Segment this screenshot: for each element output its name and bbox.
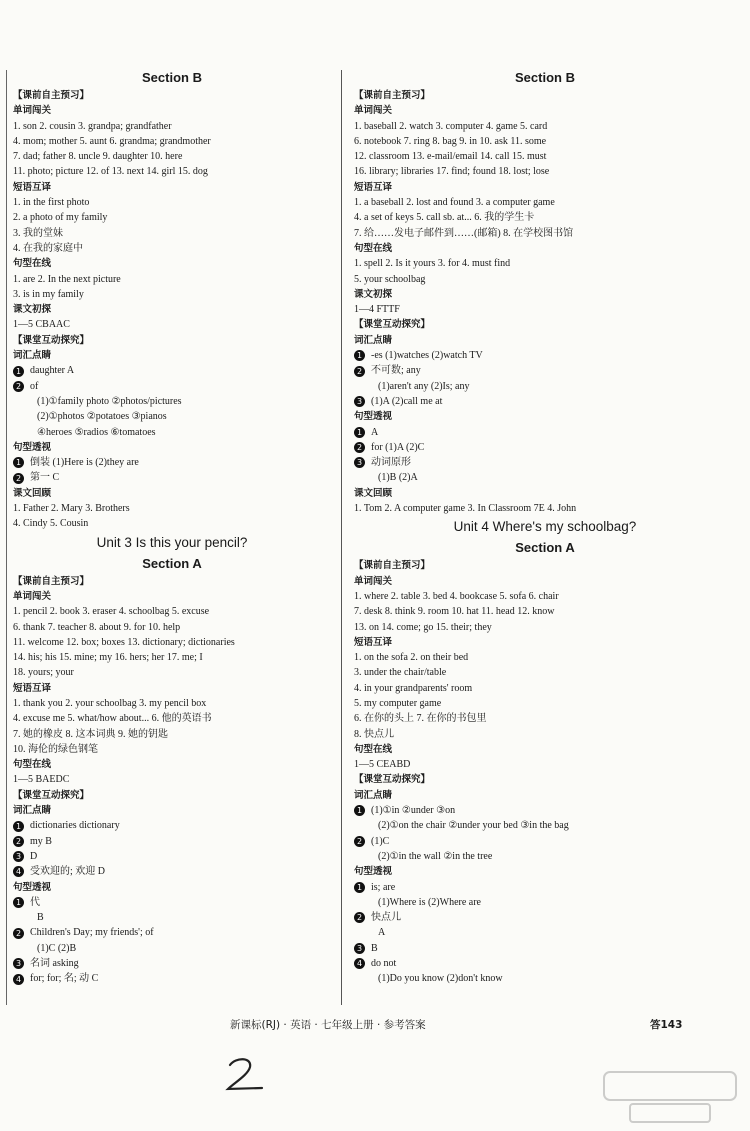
answer-text: 倒装 (1)Here is (2)they are — [30, 457, 139, 469]
answer-subline: (1)aren't any (2)Is; any — [378, 380, 470, 392]
subsection-label: 词汇点睛 — [354, 789, 393, 801]
answer-line: 4. a set of keys 5. call sb. at... 6. 我的学生卡 — [354, 212, 535, 224]
subsection-label: 句型透视 — [354, 866, 393, 878]
numbered-answer — [13, 834, 331, 849]
section-heading: Section B — [142, 70, 202, 85]
answer-text: 代 — [30, 896, 40, 908]
answer-line: 7. 给……发电子邮件到……(邮箱) 8. 在学校图书馆 — [354, 227, 574, 239]
numbered-answer — [354, 348, 736, 363]
subsection-label: 【课堂互动探究】 — [13, 789, 90, 801]
circled-number-icon: 4 — [354, 958, 365, 969]
subsection-label: 课文回顾 — [13, 487, 52, 499]
subsection-label: 短语互译 — [13, 682, 52, 694]
answer-line: 2. a photo of my family — [13, 212, 108, 224]
answer-text: 动词原形 — [371, 457, 411, 469]
answer-line: 1. where 2. table 3. bed 4. bookcase 5. sofa 6. chair — [354, 590, 559, 602]
answer-text: 第一 C — [30, 472, 60, 484]
subsection-label: 【课前自主预习】 — [354, 90, 431, 101]
circled-number-icon: 2 — [354, 836, 365, 847]
subsection-label: 课文初探 — [13, 304, 52, 316]
answer-text: dictionaries dictionary — [30, 820, 120, 832]
circled-number-icon: 2 — [13, 836, 24, 847]
circled-number-icon: 1 — [13, 457, 24, 468]
answer-text: B — [371, 942, 378, 954]
numbered-answer — [354, 394, 736, 409]
answer-line: 3. 我的堂妹 — [13, 227, 63, 239]
answer-line: 6. notebook 7. ring 8. bag 9. in 10. ask 11. some — [354, 135, 547, 147]
answer-line: 5. my computer game — [354, 697, 442, 709]
subsection-label: 词汇点睛 — [13, 805, 52, 817]
answer-line: 1. on the sofa 2. on their bed — [354, 652, 469, 664]
circled-number-icon: 2 — [13, 928, 24, 939]
circled-number-icon: 1 — [354, 427, 365, 438]
subsection-label: 单词闯关 — [354, 575, 393, 587]
numbered-answer — [354, 425, 736, 440]
answer-subline: ④heroes ⑤radios ⑥tomatoes — [37, 426, 156, 438]
numbered-answer — [13, 455, 331, 470]
answer-line: 7. desk 8. think 9. room 10. hat 11. head 12. know — [354, 606, 555, 618]
answer-line: 11. welcome 12. box; boxes 13. dictionary; dictionaries — [13, 636, 235, 648]
answer-line: 4. excuse me 5. what/how about... 6. 他的英语书 — [13, 713, 212, 725]
answer-line: 7. 她的橡皮 8. 这本词典 9. 她的钥匙 — [13, 728, 168, 740]
answer-text: daughter A — [30, 365, 75, 377]
circled-number-icon: 1 — [13, 366, 24, 377]
answer-text: of — [30, 380, 39, 392]
circled-number-icon: 3 — [354, 943, 365, 954]
answer-line: 5. your schoolbag — [354, 273, 426, 285]
subsection-label: 句型透视 — [354, 411, 393, 423]
answer-line: 3. under the chair/table — [354, 667, 447, 679]
subsection-label: 单词闯关 — [13, 105, 52, 117]
answer-text: 不可数; any — [371, 365, 421, 377]
watermark-logo — [600, 1068, 740, 1128]
circled-number-icon: 4 — [13, 866, 24, 877]
left-column — [13, 68, 331, 987]
numbered-answer — [354, 941, 736, 956]
answer-line: 6. thank 7. teacher 8. about 9. for 10. help — [13, 621, 181, 633]
column-divider — [341, 70, 342, 1005]
subsection-label: 【课前自主预习】 — [13, 90, 90, 101]
footer-book-title: 新课标(RJ) · 英语 · 七年级上册 · 参考答案 — [230, 1019, 426, 1031]
subsection-label: 词汇点睛 — [13, 350, 52, 362]
numbered-answer — [354, 363, 736, 378]
answer-subline: (1)B (2)A — [378, 472, 418, 484]
answer-line: 1. son 2. cousin 3. grandpa; grandfather — [13, 120, 172, 132]
answer-line: 7. dad; father 8. uncle 9. daughter 10. here — [13, 151, 183, 163]
numbered-answer — [354, 880, 736, 895]
answer-subline: B — [37, 912, 44, 924]
page-footer — [0, 1017, 750, 1033]
subsection-label: 单词闯关 — [354, 105, 393, 117]
circled-number-icon: 4 — [13, 974, 24, 985]
answer-text: D — [30, 850, 38, 862]
numbered-answer — [354, 440, 736, 455]
numbered-answer — [13, 956, 331, 971]
subsection-label: 句型在线 — [354, 743, 393, 755]
numbered-answer — [13, 971, 331, 986]
numbered-answer — [354, 956, 736, 971]
subsection-label: 【课堂互动探究】 — [13, 334, 90, 346]
answer-subline: (1)C (2)B — [37, 942, 77, 954]
numbered-answer — [13, 470, 331, 485]
answer-text: -es (1)watches (2)watch TV — [371, 350, 483, 362]
answer-text: Children's Day; my friends'; of — [30, 927, 154, 939]
circled-number-icon: 1 — [354, 805, 365, 816]
subsection-label: 课文回顾 — [354, 487, 393, 499]
subsection-label: 短语互译 — [354, 181, 393, 193]
circled-number-icon: 2 — [13, 473, 24, 484]
answer-subline: (1)Do you know (2)don't know — [378, 973, 503, 985]
answer-text: (1)①in ②under ③on — [371, 805, 456, 817]
answer-line: 1. Father 2. Mary 3. Brothers — [13, 503, 130, 515]
numbered-answer — [354, 803, 736, 818]
subsection-label: 句型透视 — [13, 881, 52, 893]
section-heading: Section A — [515, 540, 575, 556]
answer-line: 1—5 CEABD — [354, 759, 411, 771]
answer-text: (1)C — [371, 835, 390, 847]
answer-line: 1. baseball 2. watch 3. computer 4. game 5. card — [354, 120, 548, 132]
subsection-label: 句型在线 — [354, 242, 393, 254]
footer-page-number: 答143 — [650, 1019, 683, 1031]
circled-number-icon: 3 — [13, 958, 24, 969]
handwritten-two-mark — [222, 1055, 272, 1095]
answer-text: 快点儿 — [371, 912, 401, 924]
answer-line: 14. his; his 15. mine; my 16. hers; her 17. me; I — [13, 652, 203, 664]
answer-text: for; for; 名; 动 C — [30, 973, 99, 985]
circled-number-icon: 2 — [354, 442, 365, 453]
answer-line: 8. 快点儿 — [354, 728, 394, 740]
circled-number-icon: 3 — [13, 851, 24, 862]
answer-text: for (1)A (2)C — [371, 441, 425, 453]
answer-subline: (1)①family photo ②photos/pictures — [37, 395, 182, 407]
subsection-label: 单词闯关 — [13, 590, 52, 602]
circled-number-icon: 3 — [354, 396, 365, 407]
subsection-label: 词汇点睛 — [354, 334, 393, 346]
numbered-answer — [13, 818, 331, 833]
numbered-answer — [13, 363, 331, 378]
answer-text: (1)A (2)call me at — [371, 395, 443, 407]
subsection-label: 句型透视 — [13, 441, 52, 453]
answer-line: 4. mom; mother 5. aunt 6. grandma; grandmother — [13, 135, 211, 147]
answer-subline: (2)①in the wall ②in the tree — [378, 850, 493, 862]
numbered-answer — [13, 849, 331, 864]
answer-line: 1. spell 2. Is it yours 3. for 4. must find — [354, 258, 511, 270]
answer-subline: (2)①photos ②potatoes ③pianos — [37, 411, 167, 423]
section-heading: Section A — [142, 555, 202, 571]
subsection-label: 课文初探 — [354, 288, 393, 300]
section-heading: Section B — [515, 70, 575, 85]
answer-line: 1. pencil 2. book 3. eraser 4. schoolbag 5. excuse — [13, 606, 210, 618]
numbered-answer — [354, 910, 736, 925]
numbered-answer — [13, 895, 331, 910]
unit-heading: Unit 3 Is this your pencil? — [96, 534, 248, 550]
answer-line: 12. classroom 13. e-mail/email 14. call 15. must — [354, 151, 547, 163]
answer-line: 13. on 14. come; go 15. their; they — [354, 621, 492, 633]
circled-number-icon: 2 — [354, 912, 365, 923]
answer-line: 4. Cindy 5. Cousin — [13, 518, 89, 530]
answer-line: 1—5 BAEDC — [13, 774, 70, 786]
subsection-label: 短语互译 — [13, 181, 52, 193]
answer-text: 受欢迎的; 欢迎 D — [30, 866, 105, 878]
circled-number-icon: 2 — [13, 381, 24, 392]
answer-text: do not — [371, 958, 397, 970]
unit-heading: Unit 4 Where's my schoolbag? — [453, 519, 637, 535]
circled-number-icon: 1 — [354, 350, 365, 361]
circled-number-icon: 1 — [13, 821, 24, 832]
answer-line: 6. 在你的头上 7. 在你的书包里 — [354, 713, 487, 725]
answer-text: A — [371, 426, 379, 438]
answer-line: 4. in your grandparents' room — [354, 682, 473, 694]
answer-subline: (1)Where is (2)Where are — [378, 896, 481, 908]
answer-line: 1. Tom 2. A computer game 3. In Classroom 7E 4. John — [354, 503, 577, 515]
subsection-label: 【课前自主预习】 — [13, 575, 90, 587]
answer-line: 18. yours; your — [13, 667, 74, 679]
answer-line: 1. thank you 2. your schoolbag 3. my pencil box — [13, 697, 207, 709]
subsection-label: 【课堂互动探究】 — [354, 774, 431, 786]
numbered-answer — [13, 925, 331, 940]
answer-line: 11. photo; picture 12. of 13. next 14. girl 15. dog — [13, 166, 208, 178]
circled-number-icon: 2 — [354, 366, 365, 377]
answer-line: 3. is in my family — [13, 288, 84, 300]
right-column — [354, 68, 736, 987]
answer-line: 1—5 CBAAC — [13, 319, 70, 331]
answer-subline: (2)①on the chair ②under your bed ③in the bag — [378, 820, 569, 832]
answer-text: is; are — [371, 881, 396, 893]
circled-number-icon: 3 — [354, 457, 365, 468]
subsection-label: 句型在线 — [13, 258, 52, 270]
subsection-label: 【课前自主预习】 — [354, 560, 431, 572]
answer-line: 16. library; libraries 17. find; found 18. lost; lose — [354, 166, 550, 178]
answer-line: 1. are 2. In the next picture — [13, 273, 121, 285]
numbered-answer — [13, 864, 331, 879]
subsection-label: 【课堂互动探究】 — [354, 319, 431, 331]
answer-line: 1. a baseball 2. lost and found 3. a computer game — [354, 197, 555, 209]
numbered-answer — [13, 379, 331, 394]
answer-subline: A — [378, 927, 386, 939]
answer-line: 1—4 FTTF — [354, 304, 400, 316]
answer-text: 名词 asking — [30, 958, 79, 970]
subsection-label: 短语互译 — [354, 636, 393, 648]
left-margin-rule — [6, 70, 7, 1005]
circled-number-icon: 1 — [354, 882, 365, 893]
numbered-answer — [354, 834, 736, 849]
numbered-answer — [354, 455, 736, 470]
subsection-label: 句型在线 — [13, 759, 52, 771]
answer-line: 4. 在我的家庭中 — [13, 242, 83, 254]
answer-line: 10. 海伦的绿色钢笔 — [13, 743, 98, 755]
answer-text: my B — [30, 835, 52, 847]
answer-line: 1. in the first photo — [13, 197, 90, 209]
circled-number-icon: 1 — [13, 897, 24, 908]
